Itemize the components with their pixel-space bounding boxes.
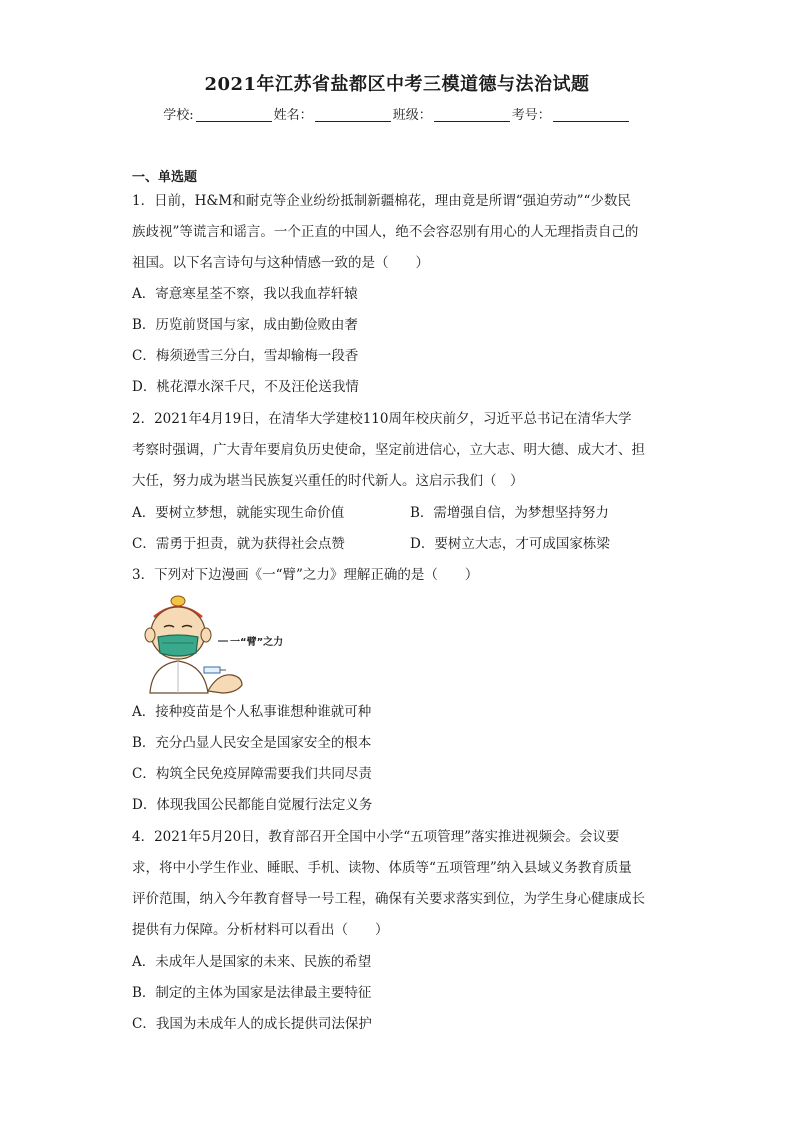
face-mask: [158, 635, 198, 656]
question-2-option-a: A．要树立梦想，就能实现生命价值: [132, 505, 345, 521]
question-3-line-1: 3．下列对下边漫画《一“臂”之力》理解正确的是（ ）: [132, 567, 479, 583]
student-info-line: [0, 104, 794, 123]
question-3-option-b: B．充分凸显人民安全是国家安全的根本: [132, 735, 372, 751]
question-4-option-c: C．我国为未成年人的成长提供司法保护: [132, 1016, 372, 1032]
question-2-line-2: 考察时强调，广大青年要肩负历史使命，坚定前进信心，立大志、明大德、成大才、担: [132, 442, 645, 458]
patient-arm: [208, 675, 242, 693]
question-2-option-b: B．需增强自信，为梦想坚持努力: [410, 505, 609, 521]
class-label: 班级：: [392, 108, 432, 123]
question-2-line-3: 大任，努力成为堪当民族复兴重任的时代新人。这启示我们（ ）: [132, 473, 524, 489]
vaccination-cartoon: [138, 595, 288, 695]
question-4-option-b: B．制定的主体为国家是法律最主要特征: [132, 985, 372, 1001]
question-4-option-a: A．未成年人是国家的未来、民族的希望: [132, 954, 372, 970]
class-blank: [434, 107, 510, 122]
right-ear: [201, 628, 211, 642]
head-mirror-icon: [171, 596, 185, 606]
question-4-line-3: 评价范围，纳入今年教育督导一号工程，确保有关要求落实到位，为学生身心健康成长: [132, 891, 645, 907]
question-1-line-1: 1．日前，H&M和耐克等企业纷纷抵制新疆棉花，理由竟是所谓“强迫劳动”“少数民: [132, 193, 631, 209]
question-1-option-c: C．梅须逊雪三分白，雪却输梅一段香: [132, 348, 359, 364]
exam-title: 2021年江苏省盐都区中考三模道德与法治试题: [204, 74, 590, 95]
question-4-line-4: 提供有力保障。分析材料可以看出（ ）: [132, 922, 389, 938]
cartoon-caption: 一“臂”之力: [230, 637, 284, 648]
school-label: 学校:: [163, 108, 194, 123]
section-title: 一、单选题: [132, 170, 198, 185]
syringe-icon: [204, 667, 220, 673]
exam-no-label: 考号：: [511, 108, 551, 123]
doctor-coat: [150, 661, 208, 693]
question-3-option-c: C．构筑全民免疫屏障需要我们共同尽责: [132, 766, 372, 782]
question-1-line-3: 祖国。以下名言诗句与这种情感一致的是（ ）: [132, 255, 429, 271]
question-4-line-2: 求，将中小学生作业、睡眠、手机、读物、体质等“五项管理”纳入县域义务教育质量: [132, 860, 632, 876]
question-3-option-a: A．接种疫苗是个人私事谁想种谁就可种: [132, 704, 372, 720]
question-1-line-2: 族歧视”等谎言和谣言。一个正直的中国人，绝不会容忍别有用心的人无理指责自己的: [132, 224, 639, 240]
question-1-option-d: D．桃花潭水深千尺，不及汪伦送我情: [132, 379, 359, 395]
question-2-line-1: 2．2021年4月19日，在清华大学建校110周年校庆前夕，习近平总书记在清华大学: [132, 411, 632, 427]
exam-no-blank: [553, 107, 629, 122]
question-4-line-1: 4．2021年5月20日，教育部召开全国中小学“五项管理”落实推进视频会。会议要: [132, 829, 620, 845]
question-3-option-d: D．体现我国公民都能自觉履行法定义务: [132, 797, 373, 813]
question-1-option-b: B．历览前贤国与家，成由勤俭败由奢: [132, 317, 358, 333]
school-blank: [196, 107, 272, 122]
question-2-option-d: D．要树立大志，才可成国家栋梁: [410, 536, 610, 552]
name-blank: [315, 107, 391, 122]
name-label: 姓名：: [273, 108, 313, 123]
question-1-option-a: A．寄意寒星荃不察，我以我血荐轩辕: [132, 286, 358, 302]
question-2-option-c: C．需勇于担责，就为获得社会点赞: [132, 536, 345, 552]
left-ear: [145, 628, 155, 642]
